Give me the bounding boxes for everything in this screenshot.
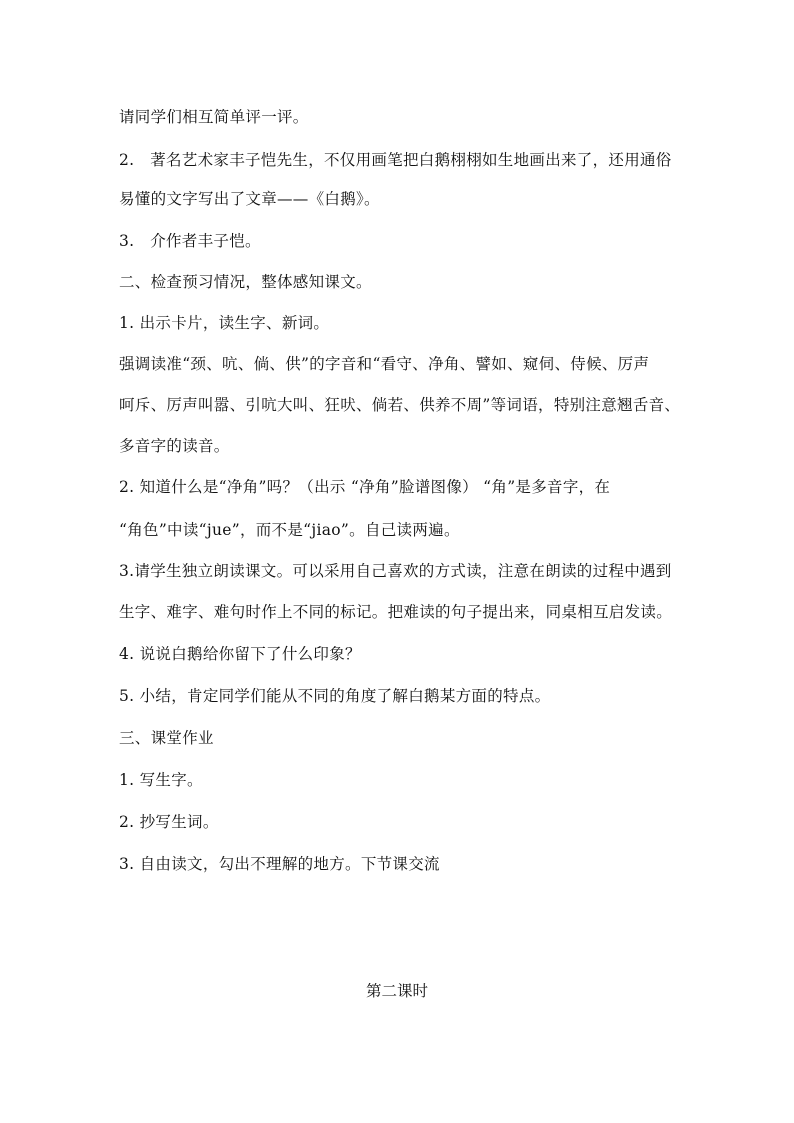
text-line: 2. 知道什么是“净角”吗？（出示 “净角”脸谱图像） “角”是多音字，在 <box>119 478 611 496</box>
text-line: 1. 出示卡片，读生字、新词。 <box>119 314 330 332</box>
text-line: 强调读准“颈、吭、倘、供”的字音和“看守、净角、譬如、窥伺、侍候、厉声 <box>119 355 650 373</box>
text-line: 呵斥、厉声叫嚣、引吭大叫、狂吠、倘若、供养不周”等词语，特别注意翘舌音、 <box>119 396 681 414</box>
text-line: 3.请学生独立朗读课文。可以采用自己喜欢的方式读，注意在朗读的过程中遇到 <box>119 562 672 580</box>
text-line: 2. 著名艺术家丰子恺先生，不仅用画笔把白鹅栩栩如生地画出来了，还用通俗 <box>119 151 672 169</box>
text-line: 5. 小结，肯定同学们能从不同的角度了解白鹅某方面的特点。 <box>119 687 551 705</box>
text-line: 3. 介作者丰子恺。 <box>119 232 261 250</box>
section-title: 第二课时 <box>365 982 428 1000</box>
text-line: 4. 说说白鹅给你留下了什么印象？ <box>119 645 361 663</box>
section-heading: 三、课堂作业 <box>119 729 214 747</box>
text-line: 1. 写生字。 <box>119 771 203 789</box>
text-line: 多音字的读音。 <box>119 437 230 455</box>
text-line: 生字、难字、难句时作上不同的标记。把难读的句子提出来，同桌相互启发读。 <box>119 603 673 621</box>
text-line: 易懂的文字写出了文章——《白鹅》。 <box>119 190 380 208</box>
text-line: “角色”中读“jue”，而不是“jiao”。自己读两遍。 <box>119 521 460 539</box>
section-heading: 二、检查预习情况，整体感知课文。 <box>119 273 372 291</box>
text-line: 3. 自由读文，勾出不理解的地方。下节课交流 <box>119 855 440 873</box>
text-line: 请同学们相互简单评一评。 <box>119 108 309 126</box>
text-line: 2. 抄写生词。 <box>119 813 219 831</box>
